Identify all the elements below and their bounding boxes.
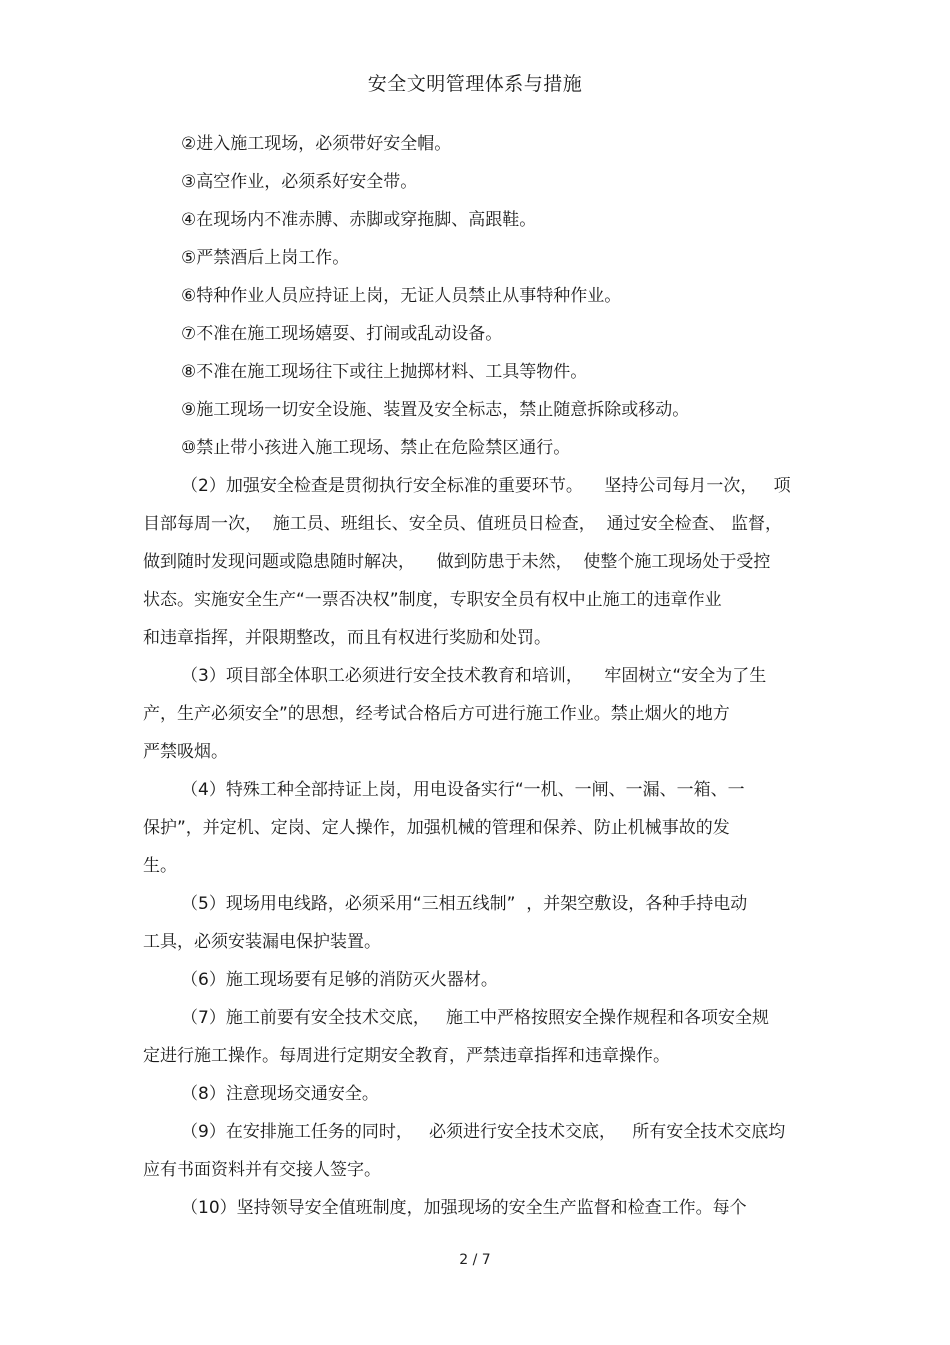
page-title: 安全文明管理体系与措施 bbox=[367, 73, 583, 95]
list-item: ⑤严禁酒后上岗工作。 bbox=[181, 248, 350, 268]
paragraph-line: 保护”，并定机、定岗、定人操作，加强机械的管理和保养、防止机械事故的发 bbox=[143, 818, 730, 838]
paragraph-line: 工具，必须安装漏电保护装置。 bbox=[143, 932, 381, 952]
paragraph-line: 目部每周一次， 施工员、班组长、安全员、值班员日检查， 通过安全检查、 监督， bbox=[143, 514, 783, 534]
paragraph-7 bbox=[143, 999, 811, 1075]
paragraph-6 bbox=[143, 961, 811, 999]
list-item: ⑨施工现场一切安全设施、装置及安全标志，禁止随意拆除或移动。 bbox=[181, 400, 690, 420]
paragraph-9 bbox=[143, 1113, 811, 1189]
paragraph-line: 严禁吸烟。 bbox=[143, 742, 228, 762]
paragraph-line: （3）项目部全体职工必须进行安全技术教育和培训， 牢固树立“安全为了生 bbox=[181, 666, 767, 686]
paragraph-4 bbox=[143, 771, 811, 885]
paragraph-line: 状态。实施安全生产“一票否决权”制度，专职安全员有权中止施工的违章作业 bbox=[143, 590, 722, 610]
paragraph-5 bbox=[143, 885, 811, 961]
paragraph-line: 和违章指挥，并限期整改，而且有权进行奖励和处罚。 bbox=[143, 628, 551, 648]
paragraph-line: （5）现场用电线路，必须采用“三相五线制” ，并架空敷设，各种手持电动 bbox=[181, 894, 748, 914]
paragraph-line: （7）施工前要有安全技术交底， 施工中严格按照安全操作规程和各项安全规 bbox=[181, 1008, 770, 1028]
list-item: ⑦不准在施工现场嬉耍、打闹或乱动设备。 bbox=[181, 324, 503, 344]
list-item: ③高空作业，必须系好安全带。 bbox=[181, 172, 418, 192]
paragraph-line: （4）特殊工种全部持证上岗，用电设备实行“一机、一闸、一漏、一箱、一 bbox=[181, 780, 745, 800]
paragraph-line: 做到随时发现问题或隐患随时解决， 做到防患于未然， 使整个施工现场处于受控 bbox=[143, 552, 771, 572]
paragraph-line: （8）注意现场交通安全。 bbox=[181, 1084, 379, 1104]
paragraph-8 bbox=[143, 1075, 811, 1113]
paragraph-line: （6）施工现场要有足够的消防灭火器材。 bbox=[181, 970, 498, 990]
list-item: ②进入施工现场，必须带好安全帽。 bbox=[181, 134, 452, 154]
paragraph-2 bbox=[143, 467, 811, 657]
list-item: ④在现场内不准赤膊、赤脚或穿拖脚、高跟鞋。 bbox=[181, 210, 537, 230]
paragraph-3 bbox=[143, 657, 811, 771]
paragraph-line: 生。 bbox=[143, 856, 177, 876]
body-text bbox=[143, 125, 811, 1227]
page-number: 2 / 7 bbox=[459, 1252, 491, 1268]
paragraph-line: 定进行施工操作。每周进行定期安全教育，严禁违章指挥和违章操作。 bbox=[143, 1046, 670, 1066]
list-item: ⑥特种作业人员应持证上岗，无证人员禁止从事特种作业。 bbox=[181, 286, 622, 306]
paragraph-10 bbox=[143, 1189, 811, 1227]
paragraph-line: 产，生产必须安全”的思想，经考试合格后方可进行施工作业。禁止烟火的地方 bbox=[143, 704, 730, 724]
list-item: ⑩禁止带小孩进入施工现场、禁止在危险禁区通行。 bbox=[181, 438, 571, 458]
rules-list bbox=[143, 125, 811, 467]
paragraph-line: （9）在安排施工任务的同时， 必须进行安全技术交底， 所有安全技术交底均 bbox=[181, 1122, 786, 1142]
paragraph-line: （10）坚持领导安全值班制度，加强现场的安全生产监督和检查工作。每个 bbox=[181, 1198, 747, 1218]
paragraph-line: 应有书面资料并有交接人签字。 bbox=[143, 1160, 381, 1180]
list-item: ⑧不准在施工现场往下或往上抛掷材料、工具等物件。 bbox=[181, 362, 588, 382]
paragraph-line: （2）加强安全检查是贯彻执行安全标准的重要环节。 坚持公司每月一次， 项 bbox=[181, 476, 791, 496]
